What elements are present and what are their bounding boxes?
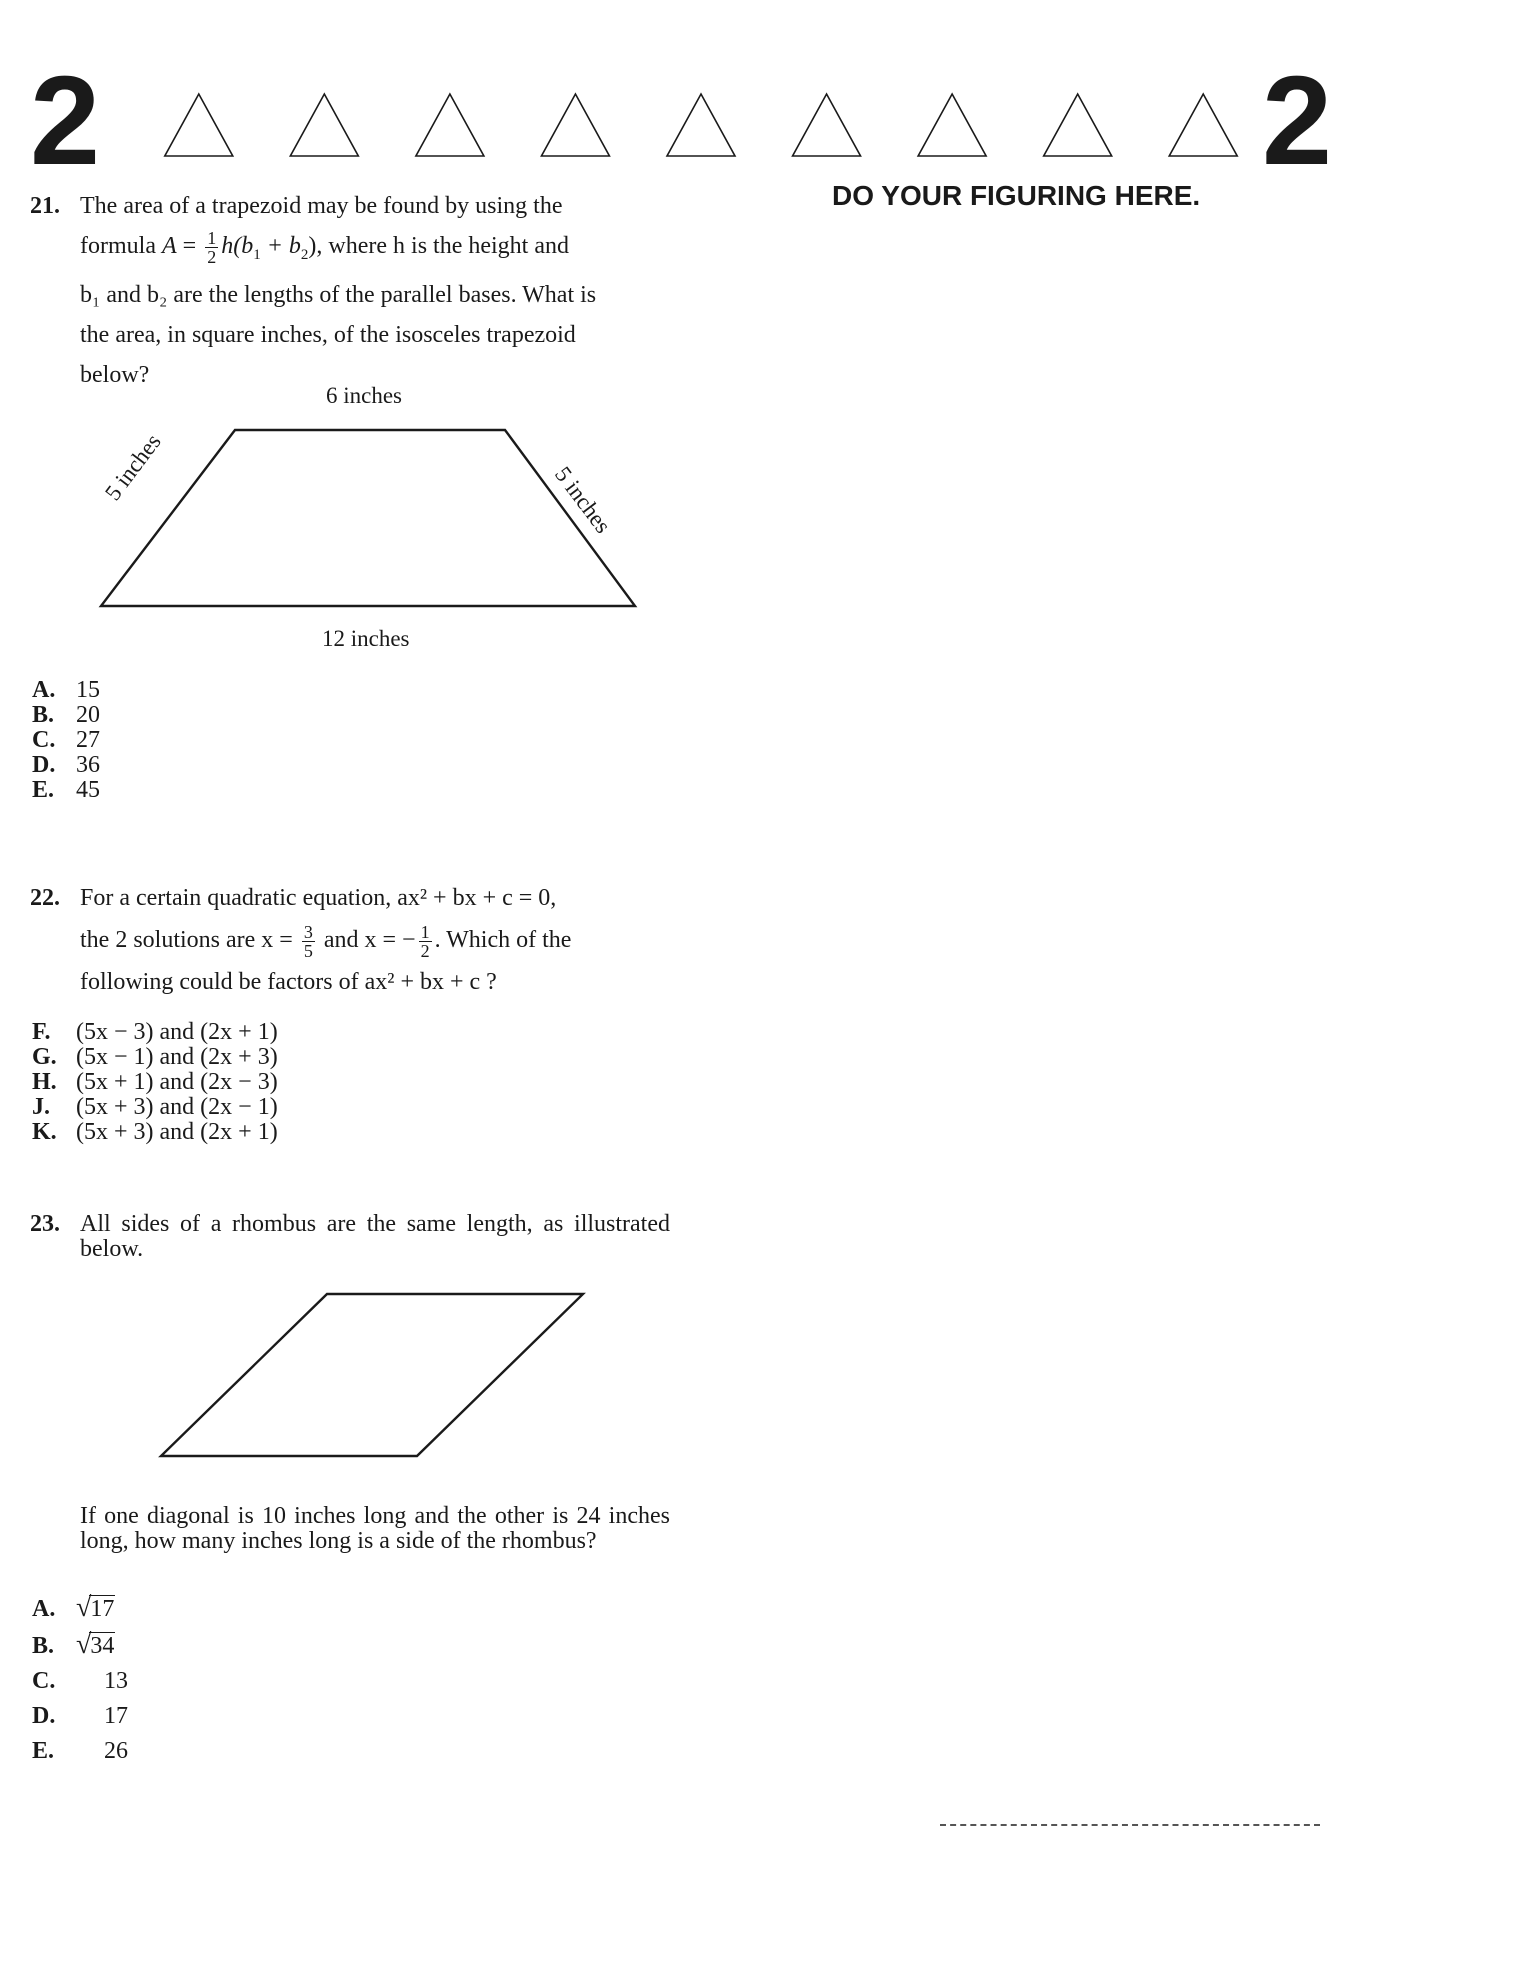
denominator: 2 — [420, 940, 430, 961]
answer-choice[interactable] — [32, 1020, 278, 1045]
rhombus-figure — [155, 1290, 595, 1470]
answer-choice[interactable] — [32, 1699, 128, 1734]
answer-choice[interactable] — [32, 1095, 278, 1120]
stem-text: and x = − — [317, 927, 416, 953]
choice-letter: B. — [32, 702, 55, 728]
trapezoid-right-label: 5 inches — [550, 462, 616, 538]
choice-letter: H. — [32, 1069, 57, 1095]
triangle-outline-icon — [1169, 94, 1237, 156]
rhombus-shape — [161, 1294, 583, 1456]
stem-line: below? — [80, 361, 150, 388]
question-22 — [30, 878, 670, 1002]
question-number: 23. — [30, 1211, 60, 1237]
trapezoid-bottom-label: 12 inches — [322, 626, 410, 651]
choice-text: (5x − 3) and (2x + 1) — [76, 1019, 278, 1045]
choice-letter: C. — [32, 727, 56, 753]
answer-choices — [32, 678, 100, 803]
choice-letter: K. — [32, 1119, 57, 1145]
stem-line: the area, in square inches, of the isosceles trapezoid — [80, 321, 576, 348]
stem-text: the 2 solutions are x = — [80, 927, 299, 953]
formula-line — [80, 226, 670, 275]
answer-choice[interactable] — [32, 753, 100, 778]
triangle-outline-icon — [165, 94, 233, 156]
numerator: 1 — [420, 921, 430, 942]
choice-letter: C. — [32, 1668, 56, 1694]
stem-line: The area of a trapezoid may be found by using the — [80, 193, 563, 219]
answer-choice[interactable] — [32, 728, 100, 753]
choice-text: 26 — [104, 1738, 128, 1764]
stem-text: . Which of the — [434, 927, 572, 953]
answer-choice[interactable] — [32, 1627, 128, 1664]
trapezoid-left-label: 5 inches — [100, 429, 166, 506]
answer-choice[interactable] — [32, 1664, 128, 1699]
triangle-outline-icon — [1044, 94, 1112, 156]
stem-line: b₁ and b₂ are the lengths of the parallel bases. What is — [80, 281, 597, 308]
fraction — [205, 229, 218, 266]
answer-choice[interactable] — [32, 1590, 128, 1627]
triangle-outline-icon — [918, 94, 986, 156]
question-text: If one diagonal is 10 inches long and the other is 24 inches long, how many inches long is a side of the rhombus? — [80, 1503, 670, 1554]
question-21 — [30, 186, 670, 395]
answer-choices — [32, 1020, 278, 1145]
answer-choice[interactable] — [32, 1120, 278, 1145]
question-stem: All sides of a rhombus are the same length, as illustrated below. — [80, 1211, 670, 1262]
formula-eq: = — [176, 233, 203, 259]
answer-choice[interactable] — [32, 678, 100, 703]
formula-part: h(b — [221, 233, 254, 259]
triangle-outline-icon — [793, 94, 861, 156]
choice-text: 36 — [76, 752, 100, 778]
triangle-outline-icon — [541, 94, 609, 156]
choice-radicand: 17 — [90, 1596, 115, 1622]
triangle-outline-icon — [290, 94, 358, 156]
choice-letter: J. — [32, 1094, 50, 1120]
choice-text: 20 — [76, 702, 100, 728]
numerator: 3 — [303, 921, 313, 942]
formula-part: ), — [308, 233, 323, 259]
trapezoid-figure — [95, 420, 655, 620]
choice-letter: F. — [32, 1019, 51, 1045]
choice-text: 45 — [76, 777, 100, 803]
choice-text: 13 — [104, 1668, 128, 1694]
answer-choice[interactable] — [32, 1045, 278, 1070]
stem-line: For a certain quadratic equation, ax² + bx + c = 0, — [80, 885, 557, 911]
numerator: 1 — [207, 227, 217, 248]
formula-part: + b — [260, 233, 301, 259]
choice-letter: E. — [32, 1738, 55, 1764]
stem-line — [80, 918, 670, 962]
choice-letter: E. — [32, 777, 55, 803]
question-23 — [30, 1212, 670, 1262]
choice-text: 15 — [76, 677, 100, 703]
formula-var: A — [161, 233, 177, 259]
answer-choice[interactable] — [32, 1070, 278, 1095]
fraction — [302, 923, 315, 960]
choice-text: (5x + 1) and (2x − 3) — [76, 1069, 278, 1095]
choice-letter: D. — [32, 1703, 56, 1729]
answer-choices — [32, 1590, 128, 1769]
denominator: 5 — [303, 940, 313, 961]
formula-prefix: formula — [80, 233, 156, 259]
choice-text: (5x − 1) and (2x + 3) — [76, 1044, 278, 1070]
trapezoid-shape — [101, 430, 635, 606]
page-number-left: 2 — [30, 50, 101, 191]
choice-letter: A. — [32, 1596, 56, 1622]
choice-text: (5x + 3) and (2x − 1) — [76, 1094, 278, 1120]
triangle-outline-icon — [416, 94, 484, 156]
question-stem — [80, 186, 670, 395]
denominator: 2 — [207, 246, 217, 267]
choice-letter: D. — [32, 752, 56, 778]
choice-text: 17 — [104, 1703, 128, 1729]
answer-choice[interactable] — [32, 703, 100, 728]
answer-choice[interactable] — [32, 778, 100, 803]
choice-text: (5x + 3) and (2x + 1) — [76, 1119, 278, 1145]
question-23-prompt — [30, 1504, 670, 1554]
stem-line-tail: where h is the height and — [322, 233, 570, 259]
stem-line: following could be factors of ax² + bx + c ? — [80, 969, 497, 995]
trapezoid-top-label: 6 inches — [326, 383, 403, 408]
subscript: 1 — [253, 246, 261, 263]
triangle-row — [136, 92, 1266, 158]
choice-text: 27 — [76, 727, 100, 753]
question-number: 21. — [30, 193, 60, 219]
triangle-outline-icon — [667, 94, 735, 156]
sqrt-icon: √ — [76, 1592, 92, 1623]
choice-letter: B. — [32, 1633, 55, 1659]
question-number: 22. — [30, 885, 60, 911]
choice-letter: G. — [32, 1044, 57, 1070]
fraction — [419, 923, 432, 960]
sqrt-icon: √ — [76, 1629, 92, 1660]
answer-choice[interactable] — [32, 1734, 128, 1769]
question-stem — [80, 878, 670, 1002]
page-number-right: 2 — [1262, 50, 1333, 191]
choice-letter: A. — [32, 677, 56, 703]
subscript: 2 — [300, 246, 309, 263]
choice-radicand: 34 — [90, 1633, 115, 1659]
figuring-area-label: DO YOUR FIGURING HERE. — [832, 180, 1201, 211]
scan-artifact-divider — [940, 1824, 1320, 1826]
